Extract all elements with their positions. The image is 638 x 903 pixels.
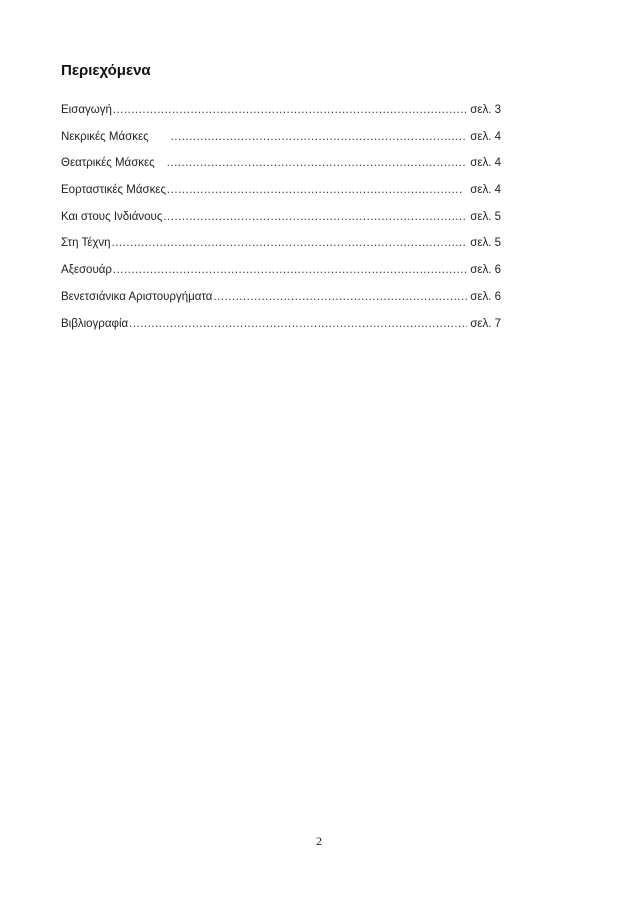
toc-heading: Περιεχόμενα bbox=[61, 62, 151, 79]
toc-entry[interactable] bbox=[61, 287, 501, 314]
toc-dot-leader bbox=[113, 100, 467, 120]
toc-entry-label: Στη Τέχνη bbox=[61, 237, 111, 250]
toc-entry-page: σελ. 4 bbox=[470, 157, 501, 170]
toc-entry-page: σελ. 6 bbox=[470, 290, 501, 303]
toc-entry-label: Βιβλιογραφία bbox=[61, 317, 129, 330]
toc-entry-label: Και στους Ινδιάνους bbox=[61, 210, 163, 223]
toc-entry[interactable] bbox=[61, 207, 501, 234]
toc-entry-label: Αξεσουάρ bbox=[61, 264, 112, 277]
toc-dot-leader bbox=[167, 180, 462, 200]
toc-entry-label: Νεκρικές Μάσκες bbox=[61, 130, 149, 143]
toc-entry[interactable] bbox=[61, 153, 501, 180]
toc-entry-label: Θεατρικές Μάσκες bbox=[61, 157, 155, 170]
toc-entry[interactable] bbox=[61, 127, 501, 154]
toc-entry-label: Βενετσιάνικα Αριστουργήματα bbox=[61, 290, 213, 303]
toc-entry-page: σελ. 4 bbox=[470, 130, 501, 143]
toc-dot-leader bbox=[167, 153, 468, 173]
toc-entry-label: Εορταστικές Μάσκες bbox=[61, 184, 167, 197]
toc-entry-page: σελ. 7 bbox=[470, 317, 501, 330]
toc-entry-page: σελ. 4 bbox=[470, 184, 501, 197]
toc-list bbox=[61, 100, 501, 340]
toc-dot-leader bbox=[163, 207, 467, 227]
toc-dot-leader bbox=[113, 260, 467, 280]
page-number: 2 bbox=[316, 834, 322, 848]
toc-entry-page: σελ. 5 bbox=[470, 210, 501, 223]
toc-entry-label: Εισαγωγή bbox=[61, 104, 112, 116]
toc-entry[interactable] bbox=[61, 180, 501, 207]
toc-entry-page: σελ. 5 bbox=[470, 237, 501, 250]
toc-entry[interactable] bbox=[61, 233, 501, 260]
toc-dot-leader bbox=[171, 127, 468, 147]
toc-entry-page: σελ. 6 bbox=[470, 264, 501, 277]
toc-entry[interactable] bbox=[61, 314, 501, 341]
toc-entry-page: σελ. 3 bbox=[470, 104, 501, 116]
toc-dot-leader bbox=[129, 314, 467, 334]
toc-entry[interactable] bbox=[61, 100, 501, 127]
toc-dot-leader bbox=[213, 287, 467, 307]
toc-dot-leader bbox=[112, 233, 468, 253]
toc-entry[interactable] bbox=[61, 260, 501, 287]
